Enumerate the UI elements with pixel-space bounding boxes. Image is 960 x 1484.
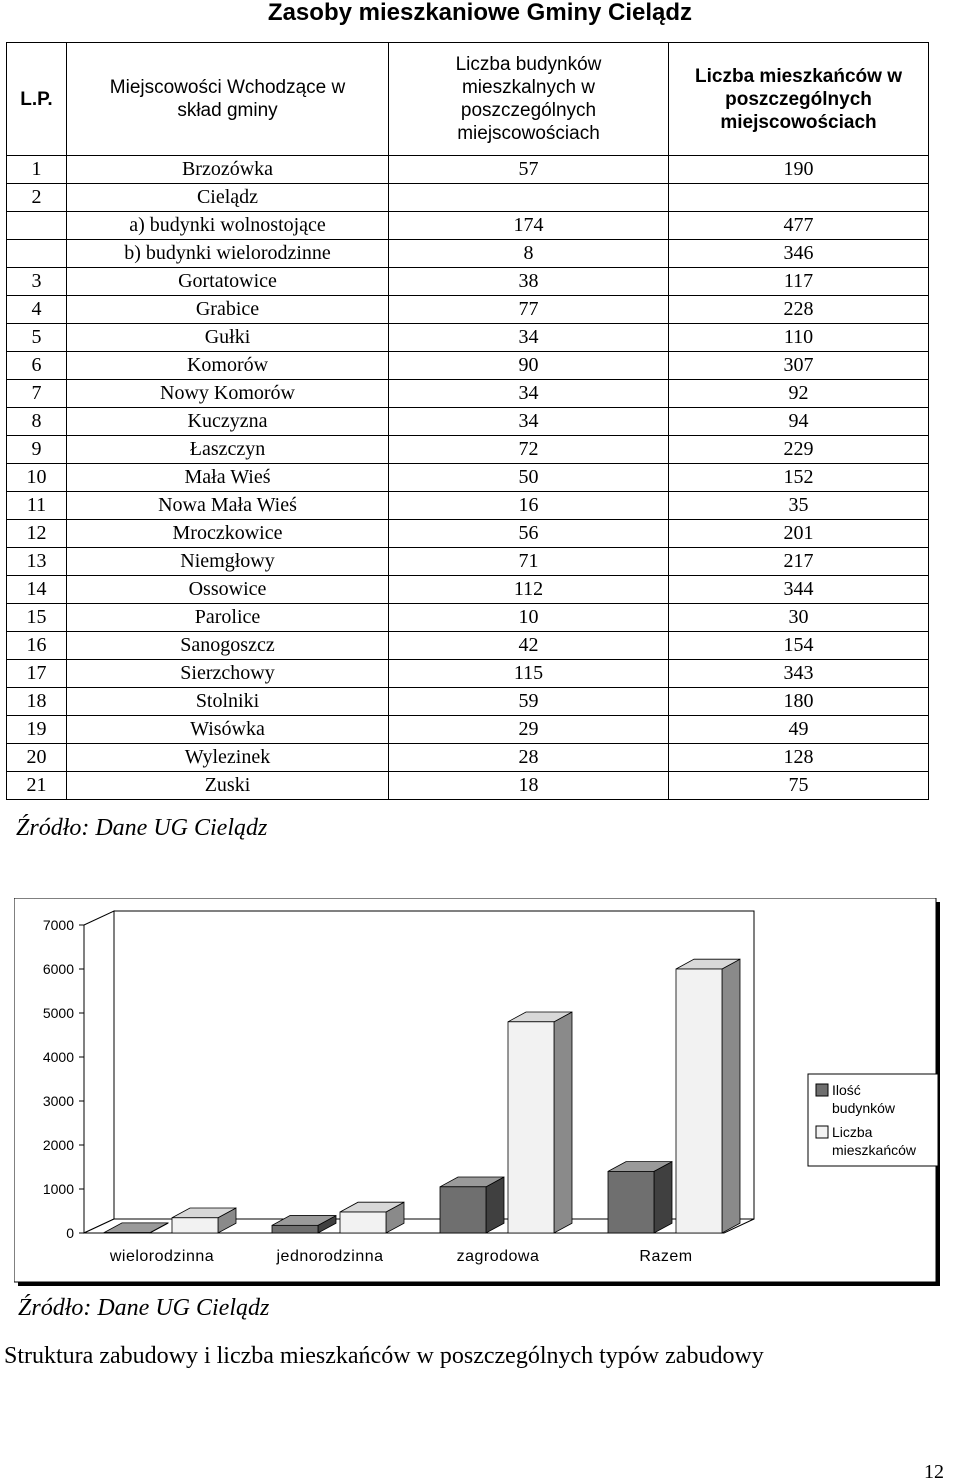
row-buildings: 59: [389, 688, 669, 716]
row-name: Zuski: [67, 772, 389, 800]
row-buildings: 28: [389, 744, 669, 772]
row-lp: 13: [7, 548, 67, 576]
row-name: a) budynki wolnostojące: [67, 212, 389, 240]
row-name: Wylezinek: [67, 744, 389, 772]
row-buildings: 16: [389, 492, 669, 520]
y-tick-label: 5000: [42, 1005, 74, 1021]
source-note-table: Źródło: Dane UG Cielądz: [16, 815, 268, 841]
source-note-chart: Źródło: Dane UG Cielądz: [18, 1295, 270, 1321]
row-buildings: [389, 184, 669, 212]
y-tick-label: 4000: [42, 1049, 74, 1065]
row-residents: 128: [669, 744, 929, 772]
row-residents: 110: [669, 324, 929, 352]
header-lp: L.P.: [7, 43, 67, 156]
table-body: [7, 156, 929, 800]
legend-label: Liczba: [832, 1124, 873, 1140]
y-tick-label: 3000: [42, 1093, 74, 1109]
table-row: [7, 576, 929, 604]
bar: [172, 1218, 218, 1233]
table-row: [7, 688, 929, 716]
legend-label: budynków: [832, 1100, 896, 1116]
bar-chart: [14, 898, 944, 1290]
bar: [440, 1187, 486, 1233]
bar-side: [722, 959, 740, 1233]
row-buildings: 77: [389, 296, 669, 324]
row-buildings: 8: [389, 240, 669, 268]
row-residents: 154: [669, 632, 929, 660]
row-name: Komorów: [67, 352, 389, 380]
row-name: b) budynki wielorodzinne: [67, 240, 389, 268]
legend-swatch: [816, 1084, 828, 1096]
row-lp: 7: [7, 380, 67, 408]
row-name: Łaszczyn: [67, 436, 389, 464]
y-tick-label: 1000: [42, 1181, 74, 1197]
row-lp: 16: [7, 632, 67, 660]
row-buildings: 10: [389, 604, 669, 632]
row-name: Mroczkowice: [67, 520, 389, 548]
header-buildings: Liczba budynków mieszkalnych w poszczególnych miejscowościach: [389, 43, 669, 156]
row-buildings: 29: [389, 716, 669, 744]
row-buildings: 42: [389, 632, 669, 660]
row-name: Sierzchowy: [67, 660, 389, 688]
row-lp: 6: [7, 352, 67, 380]
row-buildings: 56: [389, 520, 669, 548]
row-residents: 117: [669, 268, 929, 296]
row-residents: 228: [669, 296, 929, 324]
row-residents: 49: [669, 716, 929, 744]
bar-side: [654, 1162, 672, 1233]
row-name: Ossowice: [67, 576, 389, 604]
row-lp: 5: [7, 324, 67, 352]
row-lp: 17: [7, 660, 67, 688]
y-tick-label: 0: [66, 1225, 74, 1241]
row-residents: 201: [669, 520, 929, 548]
table-row: [7, 408, 929, 436]
table-row: [7, 604, 929, 632]
y-tick-label: 7000: [42, 917, 74, 933]
row-name: Cielądz: [67, 184, 389, 212]
bar: [272, 1225, 318, 1233]
y-tick-label: 6000: [42, 961, 74, 977]
row-lp: 20: [7, 744, 67, 772]
y-tick-label: 2000: [42, 1137, 74, 1153]
table-row: [7, 352, 929, 380]
bar: [508, 1022, 554, 1233]
row-residents: 180: [669, 688, 929, 716]
chart-side-wall: [84, 911, 114, 1233]
table-row: [7, 436, 929, 464]
table-row: [7, 324, 929, 352]
row-buildings: 112: [389, 576, 669, 604]
x-tick-label: jednorodzinna: [276, 1248, 384, 1265]
header-residents: Liczba mieszkańców w poszczególnych miejscowościach: [669, 43, 929, 156]
header-place: Miejscowości Wchodzące w skład gminy: [67, 43, 389, 156]
row-residents: 30: [669, 604, 929, 632]
row-residents: 343: [669, 660, 929, 688]
table-row: [7, 156, 929, 184]
row-name: Kuczyzna: [67, 408, 389, 436]
row-lp: [7, 212, 67, 240]
row-buildings: 34: [389, 408, 669, 436]
row-buildings: 18: [389, 772, 669, 800]
row-residents: [669, 184, 929, 212]
row-name: Gułki: [67, 324, 389, 352]
row-name: Grabice: [67, 296, 389, 324]
row-lp: [7, 240, 67, 268]
table-row: [7, 548, 929, 576]
table-row: [7, 464, 929, 492]
housing-table: [6, 42, 929, 800]
row-residents: 217: [669, 548, 929, 576]
row-lp: 15: [7, 604, 67, 632]
figure-caption: Struktura zabudowy i liczba mieszkańców w poszczególnych typów zabudowy: [4, 1343, 764, 1369]
row-name: Parolice: [67, 604, 389, 632]
row-buildings: 71: [389, 548, 669, 576]
row-buildings: 57: [389, 156, 669, 184]
page-title: Zasoby mieszkaniowe Gminy Cielądz: [267, 0, 693, 26]
table-row: [7, 212, 929, 240]
row-residents: 35: [669, 492, 929, 520]
page-number: 12: [924, 1461, 944, 1483]
row-name: Sanogoszcz: [67, 632, 389, 660]
x-tick-label: Razem: [639, 1248, 693, 1265]
row-buildings: 90: [389, 352, 669, 380]
row-buildings: 38: [389, 268, 669, 296]
row-name: Stolniki: [67, 688, 389, 716]
row-name: Nowa Mała Wieś: [67, 492, 389, 520]
legend-label: Ilość: [832, 1082, 861, 1098]
row-lp: 18: [7, 688, 67, 716]
row-lp: 9: [7, 436, 67, 464]
x-tick-label: zagrodowa: [456, 1248, 540, 1265]
x-tick-label: wielorodzinna: [109, 1248, 215, 1265]
row-lp: 2: [7, 184, 67, 212]
row-buildings: 72: [389, 436, 669, 464]
row-name: Niemgłowy: [67, 548, 389, 576]
bar: [608, 1171, 654, 1233]
row-lp: 11: [7, 492, 67, 520]
row-lp: 21: [7, 772, 67, 800]
table-row: [7, 268, 929, 296]
table-row: [7, 716, 929, 744]
legend-swatch: [816, 1126, 828, 1138]
table-row: [7, 660, 929, 688]
table-row: [7, 744, 929, 772]
table-row: [7, 492, 929, 520]
row-lp: 12: [7, 520, 67, 548]
row-residents: 477: [669, 212, 929, 240]
row-residents: 346: [669, 240, 929, 268]
bar: [676, 969, 722, 1233]
row-buildings: 50: [389, 464, 669, 492]
row-name: Gortatowice: [67, 268, 389, 296]
row-buildings: 174: [389, 212, 669, 240]
row-name: Brzozówka: [67, 156, 389, 184]
row-lp: 10: [7, 464, 67, 492]
row-residents: 92: [669, 380, 929, 408]
row-residents: 190: [669, 156, 929, 184]
table-row: [7, 380, 929, 408]
table-header-row: [7, 43, 929, 156]
bar-side: [554, 1012, 572, 1233]
row-lp: 3: [7, 268, 67, 296]
table-row: [7, 184, 929, 212]
table-row: [7, 772, 929, 800]
row-residents: 344: [669, 576, 929, 604]
row-name: Nowy Komorów: [67, 380, 389, 408]
row-buildings: 34: [389, 324, 669, 352]
row-lp: 19: [7, 716, 67, 744]
row-lp: 1: [7, 156, 67, 184]
row-buildings: 115: [389, 660, 669, 688]
row-name: Wisówka: [67, 716, 389, 744]
row-name: Mała Wieś: [67, 464, 389, 492]
row-residents: 229: [669, 436, 929, 464]
row-residents: 94: [669, 408, 929, 436]
table-row: [7, 520, 929, 548]
row-lp: 4: [7, 296, 67, 324]
row-residents: 307: [669, 352, 929, 380]
table-row: [7, 240, 929, 268]
legend-label: mieszkańców: [832, 1142, 917, 1158]
row-lp: 8: [7, 408, 67, 436]
table-row: [7, 296, 929, 324]
bar: [340, 1212, 386, 1233]
table-row: [7, 632, 929, 660]
row-lp: 14: [7, 576, 67, 604]
row-residents: 75: [669, 772, 929, 800]
row-residents: 152: [669, 464, 929, 492]
row-buildings: 34: [389, 380, 669, 408]
